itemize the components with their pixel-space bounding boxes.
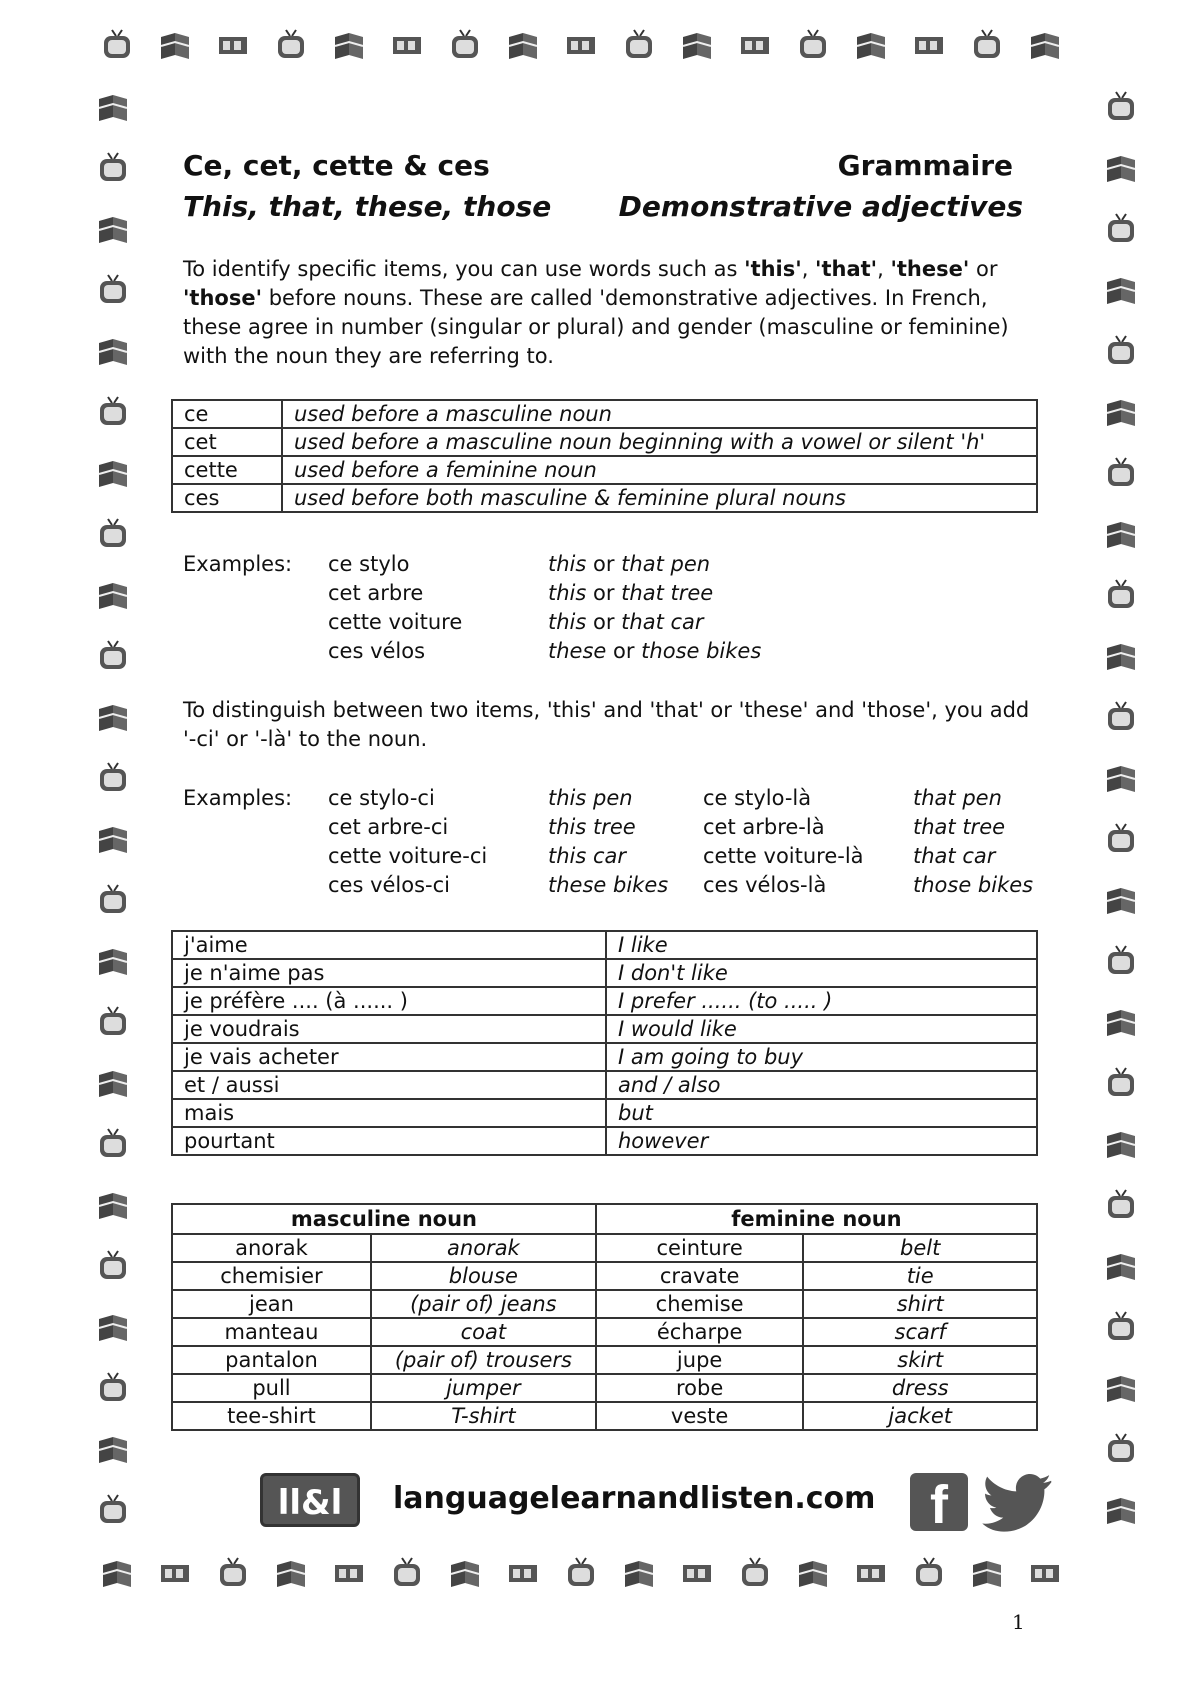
tv-icon	[1104, 1188, 1138, 1222]
phrase-french: et / aussi	[172, 1071, 606, 1099]
masculine-french: jean	[172, 1290, 371, 1318]
table-row	[172, 400, 1037, 428]
flag-icon	[274, 1556, 308, 1590]
intro-separator: or	[969, 257, 998, 281]
example-ci-english: this pen	[548, 786, 633, 810]
phrase-french: je préfère .... (à ...... )	[172, 987, 606, 1015]
phrase-french: je voudrais	[172, 1015, 606, 1043]
flag-icon	[96, 212, 130, 246]
example-row	[183, 842, 1033, 871]
example-row	[183, 784, 1033, 813]
flag-icon	[796, 1556, 830, 1590]
flag-icon	[96, 1188, 130, 1222]
flag-icon	[1028, 28, 1062, 62]
tv-icon	[448, 28, 482, 62]
example-row	[183, 608, 761, 637]
intro-separator: ,	[801, 257, 816, 281]
masculine-french: pantalon	[172, 1346, 371, 1374]
intro-text: before nouns. These are called 'demonstrative adjectives. In French, these agree in number (singular or plural) and gender (masculine or feminine) with the noun they are referring to.	[183, 286, 1009, 368]
masculine-english: anorak	[371, 1234, 596, 1262]
phrase-english: I am going to buy	[606, 1043, 1037, 1071]
phrase-english: I would like	[606, 1015, 1037, 1043]
keyword-those: 'those'	[183, 286, 263, 310]
phrase-french: mais	[172, 1099, 606, 1127]
masculine-french: tee-shirt	[172, 1402, 371, 1430]
feminine-header: feminine noun	[596, 1204, 1037, 1234]
adjective-cell: ces	[172, 484, 282, 512]
keyword-this: 'this'	[744, 257, 802, 281]
masculine-french: manteau	[172, 1318, 371, 1346]
section-title: Grammaire	[837, 149, 1013, 182]
feminine-french: robe	[596, 1374, 804, 1402]
masculine-english: (pair of) trousers	[371, 1346, 596, 1374]
tv-icon	[96, 883, 130, 917]
page-header	[183, 145, 1023, 227]
tv-icon	[96, 1005, 130, 1039]
flag-icon	[332, 28, 366, 62]
phrase-french: pourtant	[172, 1127, 606, 1155]
table-row	[172, 1290, 1037, 1318]
table-row	[172, 1346, 1037, 1374]
tv-icon	[96, 761, 130, 795]
examples-label: Examples:	[183, 786, 293, 810]
tv-icon	[96, 1493, 130, 1527]
flag-icon	[96, 1066, 130, 1100]
tv-icon	[1104, 1310, 1138, 1344]
film-icon	[506, 1556, 540, 1590]
flag-icon	[158, 28, 192, 62]
example-row	[183, 550, 761, 579]
example-row	[183, 813, 1033, 842]
page-title: Ce, cet, cette & ces	[183, 149, 490, 182]
feminine-english: tie	[803, 1262, 1037, 1290]
example-english: this or that tree	[548, 581, 714, 605]
tv-icon	[1104, 90, 1138, 124]
page-footer	[260, 1470, 1060, 1535]
tv-icon	[1104, 700, 1138, 734]
flag-icon	[96, 456, 130, 490]
flag-icon	[622, 1556, 656, 1590]
example-ci: cette voiture-ci	[328, 844, 488, 868]
tv-icon	[564, 1556, 598, 1590]
feminine-french: écharpe	[596, 1318, 804, 1346]
feminine-french: veste	[596, 1402, 804, 1430]
film-icon	[912, 28, 946, 62]
tv-icon	[216, 1556, 250, 1590]
tv-icon	[1104, 334, 1138, 368]
flag-icon	[96, 1432, 130, 1466]
example-la: cet arbre-là	[703, 815, 825, 839]
example-french: cet arbre	[328, 581, 424, 605]
example-la-english: that pen	[913, 786, 1002, 810]
facebook-icon[interactable]: f	[910, 1473, 968, 1531]
masculine-english: blouse	[371, 1262, 596, 1290]
phrase-english: I like	[606, 931, 1037, 959]
keyword-that: 'that'	[815, 257, 878, 281]
flag-icon	[1104, 761, 1138, 795]
flag-icon	[1104, 517, 1138, 551]
table-row	[172, 428, 1037, 456]
flag-icon	[96, 700, 130, 734]
table-row	[172, 1262, 1037, 1290]
distinguish-paragraph: To distinguish between two items, 'this' and 'that' or 'these' and 'those', you add '-ci' or '-là' to the noun.	[183, 698, 1030, 751]
adjective-cell: cet	[172, 428, 282, 456]
film-icon	[738, 28, 772, 62]
example-french: ces vélos	[328, 639, 426, 663]
site-logo: ll&l	[260, 1473, 360, 1527]
table-row	[172, 987, 1037, 1015]
phrase-french: je vais acheter	[172, 1043, 606, 1071]
tv-icon	[96, 1371, 130, 1405]
flag-icon	[1104, 883, 1138, 917]
phrase-french: je n'aime pas	[172, 959, 606, 987]
table-row	[172, 931, 1037, 959]
intro-paragraph	[183, 255, 1023, 371]
tv-icon	[1104, 578, 1138, 612]
masculine-english: coat	[371, 1318, 596, 1346]
tv-icon	[390, 1556, 424, 1590]
flag-icon	[1104, 273, 1138, 307]
phrase-english: but	[606, 1099, 1037, 1127]
page-content	[183, 145, 1023, 371]
example-ci-english: this tree	[548, 815, 636, 839]
adjective-cell: cette	[172, 456, 282, 484]
flag-icon	[96, 944, 130, 978]
section-subtitle: Demonstrative adjectives	[618, 190, 1023, 223]
tv-icon	[1104, 1432, 1138, 1466]
clothes-vocabulary-table	[171, 1203, 1038, 1431]
usage-cell: used before a feminine noun	[282, 456, 1037, 484]
demonstrative-adjectives-table	[171, 399, 1038, 513]
example-ci: ces vélos-ci	[328, 873, 451, 897]
masculine-header: masculine noun	[172, 1204, 596, 1234]
flag-icon	[1104, 151, 1138, 185]
adjective-cell: ce	[172, 400, 282, 428]
feminine-english: dress	[803, 1374, 1037, 1402]
flag-icon	[680, 28, 714, 62]
flag-icon	[1104, 1371, 1138, 1405]
tv-icon	[274, 28, 308, 62]
flag-icon	[1104, 1493, 1138, 1527]
feminine-english: belt	[803, 1234, 1037, 1262]
film-icon	[564, 28, 598, 62]
intro-text: To identify specific items, you can use words such as	[183, 257, 745, 281]
feminine-french: jupe	[596, 1346, 804, 1374]
example-row	[183, 637, 761, 666]
twitter-icon[interactable]	[982, 1474, 1056, 1532]
flag-icon	[1104, 395, 1138, 429]
example-ci: ce stylo-ci	[328, 786, 435, 810]
tv-icon	[1104, 456, 1138, 490]
phrases-table	[171, 930, 1038, 1156]
masculine-english: T-shirt	[371, 1402, 596, 1430]
example-la-english: that tree	[913, 815, 1006, 839]
keyword-these: 'these'	[890, 257, 970, 281]
intro-separator: ,	[877, 257, 891, 281]
example-french: cette voiture	[328, 610, 463, 634]
usage-cell: used before a masculine noun beginning with a vowel or silent 'h'	[282, 428, 1037, 456]
page-subtitle: This, that, these, those	[183, 190, 552, 223]
tv-icon	[622, 28, 656, 62]
feminine-french: chemise	[596, 1290, 804, 1318]
page-number: 1	[1012, 1610, 1025, 1634]
flag-icon	[970, 1556, 1004, 1590]
table-row	[172, 1402, 1037, 1430]
example-la: cette voiture-là	[703, 844, 864, 868]
example-la: ce stylo-là	[703, 786, 812, 810]
tv-icon	[96, 517, 130, 551]
phrase-english: I prefer ...... (to ..... )	[606, 987, 1037, 1015]
flag-icon	[1104, 639, 1138, 673]
usage-cell: used before both masculine & feminine plural nouns	[282, 484, 1037, 512]
masculine-french: anorak	[172, 1234, 371, 1262]
table-row	[172, 1234, 1037, 1262]
flag-icon	[506, 28, 540, 62]
flag-icon	[854, 28, 888, 62]
tv-icon	[96, 151, 130, 185]
table-row	[172, 1099, 1037, 1127]
masculine-english: jumper	[371, 1374, 596, 1402]
table-row	[172, 484, 1037, 512]
table-row	[172, 1043, 1037, 1071]
tv-icon	[1104, 1066, 1138, 1100]
table-row	[172, 1071, 1037, 1099]
example-english: this or that pen	[548, 552, 711, 576]
website-link[interactable]: languagelearnandlisten.com	[393, 1481, 876, 1516]
flag-icon	[1104, 1127, 1138, 1161]
table-row	[172, 1318, 1037, 1346]
tv-icon	[100, 28, 134, 62]
feminine-english: skirt	[803, 1346, 1037, 1374]
examples-label: Examples:	[183, 552, 293, 576]
example-la: ces vélos-là	[703, 873, 827, 897]
example-english: these or those bikes	[548, 639, 762, 663]
film-icon	[332, 1556, 366, 1590]
tv-icon	[796, 28, 830, 62]
film-icon	[680, 1556, 714, 1590]
masculine-french: chemisier	[172, 1262, 371, 1290]
feminine-french: cravate	[596, 1262, 804, 1290]
film-icon	[216, 28, 250, 62]
flag-icon	[96, 1310, 130, 1344]
masculine-french: pull	[172, 1374, 371, 1402]
tv-icon	[970, 28, 1004, 62]
examples-block-1	[183, 550, 761, 666]
phrase-english: however	[606, 1127, 1037, 1155]
masculine-english: (pair of) jeans	[371, 1290, 596, 1318]
examples-block-2	[183, 784, 1033, 900]
tv-icon	[96, 639, 130, 673]
example-ci-english: this car	[548, 844, 627, 868]
example-ci: cet arbre-ci	[328, 815, 449, 839]
example-french: ce stylo	[328, 552, 410, 576]
flag-icon	[96, 822, 130, 856]
tv-icon	[96, 395, 130, 429]
flag-icon	[96, 578, 130, 612]
tv-icon	[1104, 212, 1138, 246]
table-row	[172, 1127, 1037, 1155]
phrase-english: and / also	[606, 1071, 1037, 1099]
feminine-english: shirt	[803, 1290, 1037, 1318]
flag-icon	[96, 334, 130, 368]
feminine-french: ceinture	[596, 1234, 804, 1262]
flag-icon	[448, 1556, 482, 1590]
tv-icon	[96, 273, 130, 307]
feminine-english: scarf	[803, 1318, 1037, 1346]
flag-icon	[1104, 1005, 1138, 1039]
table-header-row	[172, 1204, 1037, 1234]
table-row	[172, 1374, 1037, 1402]
tv-icon	[1104, 822, 1138, 856]
tv-icon	[96, 1249, 130, 1283]
phrase-french: j'aime	[172, 931, 606, 959]
phrase-english: I don't like	[606, 959, 1037, 987]
example-ci-english: these bikes	[548, 873, 669, 897]
flag-icon	[96, 90, 130, 124]
film-icon	[158, 1556, 192, 1590]
example-la-english: that car	[913, 844, 996, 868]
table-row	[172, 456, 1037, 484]
tv-icon	[738, 1556, 772, 1590]
film-icon	[854, 1556, 888, 1590]
table-row	[172, 959, 1037, 987]
tv-icon	[96, 1127, 130, 1161]
flag-icon	[1104, 1249, 1138, 1283]
feminine-english: jacket	[803, 1402, 1037, 1430]
usage-cell: used before a masculine noun	[282, 400, 1037, 428]
example-la-english: those bikes	[913, 873, 1034, 897]
table-row	[172, 1015, 1037, 1043]
film-icon	[1028, 1556, 1062, 1590]
example-english: this or that car	[548, 610, 704, 634]
tv-icon	[1104, 944, 1138, 978]
flag-icon	[100, 1556, 134, 1590]
example-row	[183, 871, 1033, 900]
tv-icon	[912, 1556, 946, 1590]
film-icon	[390, 28, 424, 62]
example-row	[183, 579, 761, 608]
